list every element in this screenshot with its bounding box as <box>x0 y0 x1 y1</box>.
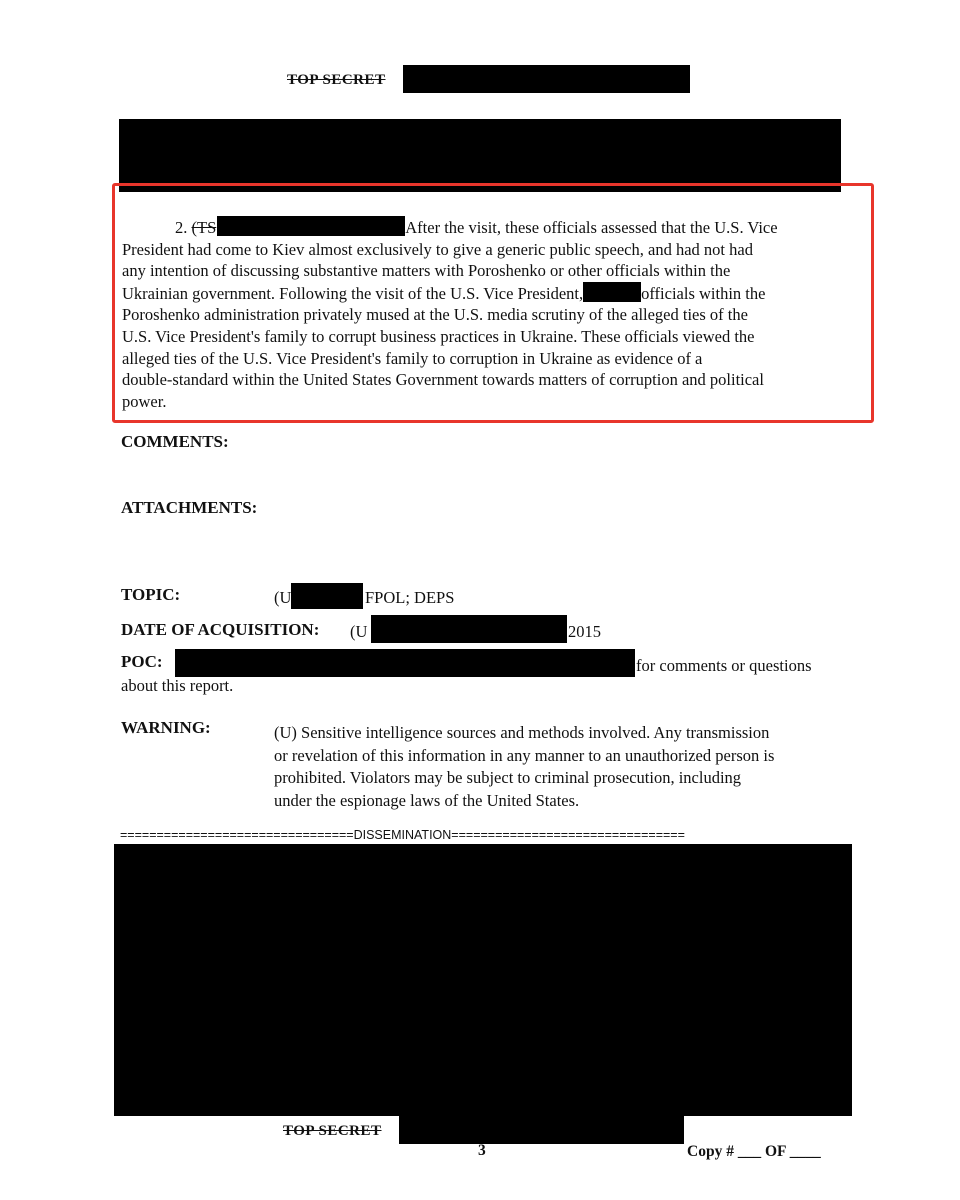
footer-classification: TOP SECRET <box>283 1123 382 1139</box>
inline-redaction <box>583 282 641 302</box>
topic-redaction <box>291 583 363 609</box>
comments-label: COMMENTS: <box>121 432 229 451</box>
topic-label: TOPIC: <box>121 585 181 604</box>
date-redaction <box>371 615 567 643</box>
paragraph-line-6: U.S. Vice President's family to corrupt business practices in Ukraine. These officials viewed the <box>122 326 755 346</box>
paragraph-line-3: any intention of discussing substantive matters with Poroshenko or other officials within the <box>122 261 731 281</box>
dissemination-rule-right: ================================ <box>451 828 685 842</box>
paragraph-line-9: power. <box>122 391 167 411</box>
header-classification: TOP SECRET <box>287 72 386 88</box>
warning-line-1: (U) Sensitive intelligence sources and methods involved. Any transmission <box>274 723 770 742</box>
dissemination-redaction <box>114 844 852 1116</box>
dissemination-header <box>120 828 685 842</box>
poc-line-2: about this report. <box>121 676 234 695</box>
warning-label: WARNING: <box>121 718 211 737</box>
paragraph-line-8: double-standard within the United States Government towards matters of corruption and political <box>122 370 764 390</box>
warning-text <box>274 722 774 812</box>
copy-label: Copy # ___ OF ____ <box>687 1143 821 1160</box>
date-value: 2015 <box>568 622 601 641</box>
classification-marking: (TS <box>191 218 217 237</box>
header-redaction <box>403 65 690 93</box>
paragraph-line-4-end: officials within the <box>641 283 766 303</box>
paragraph-2 <box>122 216 862 412</box>
paragraph-line-7: alleged ties of the U.S. Vice President's family to corruption in Ukraine as evidence of a <box>122 348 703 368</box>
paragraph-line-5: Poroshenko administration privately mused at the U.S. media scrutiny of the alleged ties of the <box>122 305 748 325</box>
title-redaction-block <box>119 119 841 192</box>
topic-value: FPOL; DEPS <box>365 588 455 607</box>
footer-redaction <box>399 1116 684 1144</box>
warning-line-3: prohibited. Violators may be subject to criminal prosecution, including <box>274 768 742 787</box>
poc-redaction <box>175 649 635 677</box>
warning-line-4: under the espionage laws of the United States. <box>274 790 580 810</box>
date-prefix: (U <box>350 622 368 641</box>
dissemination-title: DISSEMINATION <box>353 828 452 842</box>
attachments-label: ATTACHMENTS: <box>121 498 258 517</box>
poc-after-text: for comments or questions <box>636 656 812 675</box>
dissemination-rule-left: ================================ <box>120 828 354 842</box>
paragraph-line-2: President had come to Kiev almost exclusively to give a generic public speech, and had not had <box>122 239 753 259</box>
topic-prefix: (U <box>274 588 292 607</box>
paragraph-line-1: After the visit, these officials assessed that the U.S. Vice <box>405 218 778 237</box>
paragraph-line-4-start: Ukrainian government. Following the visit of the U.S. Vice President, <box>122 283 584 303</box>
page-number: 3 <box>478 1142 486 1159</box>
inline-redaction <box>217 216 405 236</box>
poc-label: POC: <box>121 652 163 671</box>
warning-line-2: or revelation of this information in any manner to an unauthorized person is <box>274 745 775 765</box>
paragraph-number: 2. <box>175 218 188 237</box>
date-of-acquisition-label: DATE OF ACQUISITION: <box>121 620 320 639</box>
